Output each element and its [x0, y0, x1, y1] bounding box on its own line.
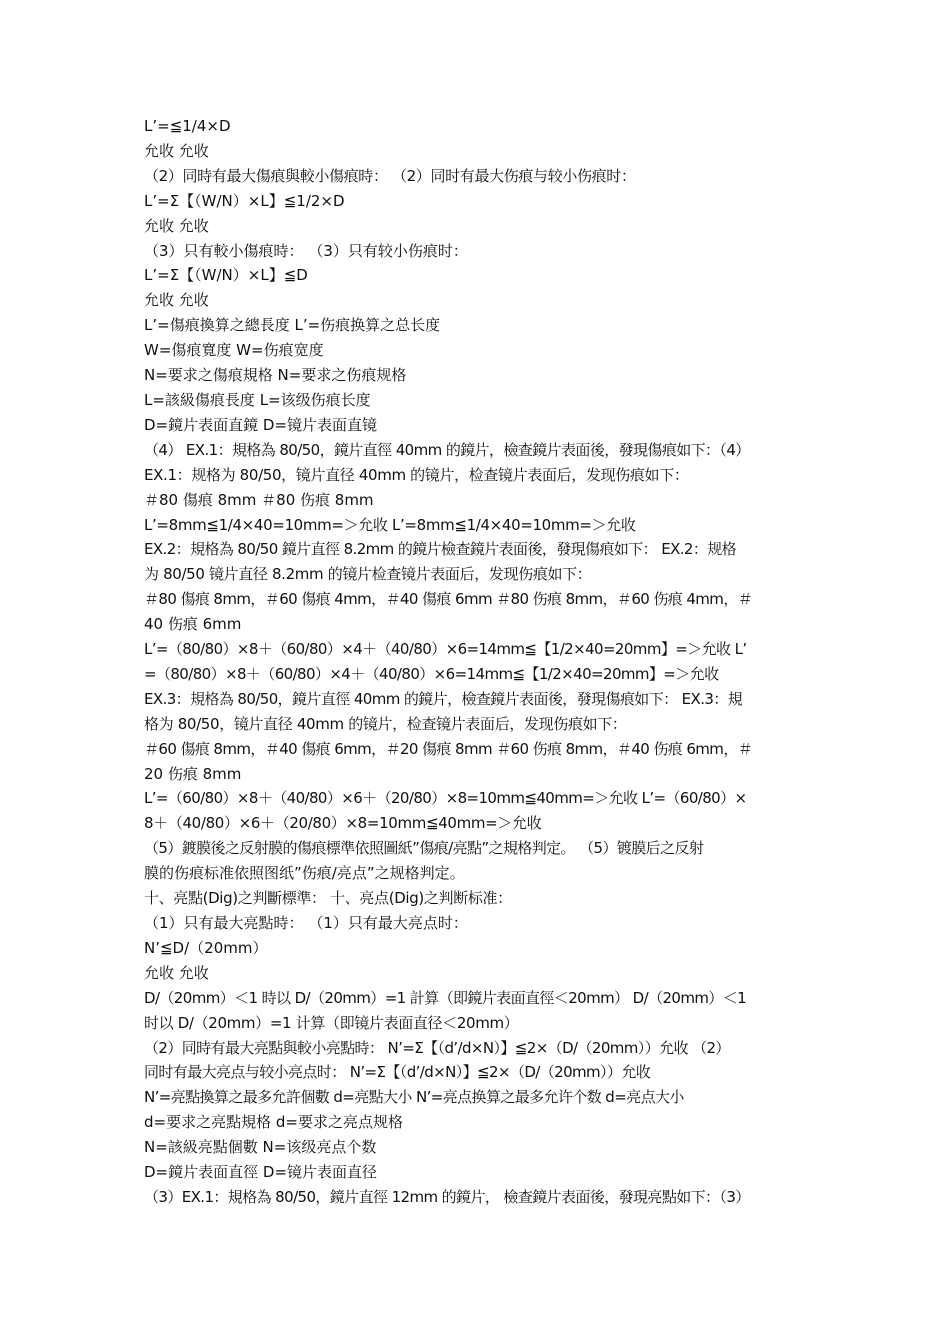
text-line: L’=≦1/4×D [144, 117, 231, 135]
text-line: 时以 D/（20mm）=1 计算（即镜片表面直径＜20mm） [144, 1013, 519, 1032]
text-line: 格为 80/50，镜片直径 40mm 的镜片，检查镜片表面后，发现伤痕如下： [144, 714, 627, 733]
text-line: EX.3：規格為 80/50，鏡片直徑 40mm 的鏡片，檢查鏡片表面後，發現傷痕如下： EX.3：規 [144, 689, 743, 708]
text-line: 允收 允收 [144, 291, 209, 310]
text-line: D=鏡片表面直鏡 D=镜片表面直镜 [144, 415, 378, 434]
text-line: N’=亮點換算之最多允許個數 d=亮點大小 N’=亮点换算之最多允许个数 d=亮点大小 [144, 1088, 684, 1107]
text-line: =（80/80）×8＋（60/80）×4＋（40/80）×6=14mm≦【1/2×40=20mm】=＞允收 [144, 664, 719, 683]
text-line: 8＋（40/80）×6＋（20/80）×8=10mm≦40mm=＞允收 [144, 814, 542, 833]
text-line: N=該級亮點個數 N=该级亮点个数 [144, 1138, 377, 1157]
text-line: 允收 允收 [144, 141, 209, 160]
text-line: ＃80 傷痕 8mm ＃80 伤痕 8mm [144, 490, 374, 509]
text-line: N’≦D/（20mm） [144, 938, 268, 957]
text-line: （3）EX.1：規格為 80/50，鏡片直徑 12mm 的鏡片， 檢查鏡片表面後，發現亮點如下：（3） [144, 1187, 750, 1206]
text-line: L’=傷痕換算之總長度 L’=伤痕换算之总长度 [144, 316, 441, 335]
text-line: N=要求之傷痕規格 N=要求之伤痕规格 [144, 366, 407, 385]
text-line: 允收 允收 [144, 963, 209, 982]
text-line: L’=（80/80）×8＋（60/80）×4＋（40/80）×6=14mm≦【1/2×40=20mm】=＞允收 L’ [144, 640, 747, 659]
text-line: EX.2：規格為 80/50 鏡片直徑 8.2mm 的鏡片檢查鏡片表面後，發現傷痕如下： EX.2：规格 [144, 540, 737, 559]
text-line: 允收 允收 [144, 216, 209, 235]
text-line: L’=Σ【（W/N）×L】≦D [144, 266, 308, 285]
text-line: EX.1：规格为 80/50，镜片直径 40mm 的镜片，检查镜片表面后，发现伤痕如下： [144, 465, 689, 484]
text-line: L=該級傷痕長度 L=该级伤痕长度 [144, 390, 371, 409]
text-line: L’=（60/80）×8＋（40/80）×6＋（20/80）×8=10mm≦40mm=＞允收 L’=（60/80）× [144, 789, 747, 808]
text-line: D=鏡片表面直徑 D=镜片表面直径 [144, 1163, 378, 1182]
text-line: （2）同時有最大傷痕與較小傷痕時： （2）同时有最大伤痕与较小伤痕时： [144, 166, 636, 185]
text-line: 同时有最大亮点与较小亮点时： N’=Σ【（d’/d×N）】≦2×（D/（20mm））允收 [144, 1063, 651, 1082]
text-line: 十、亮點(Dig)之判斷標準： 十、亮点(Dig)之判断标准： [144, 889, 512, 908]
text-line: d=要求之亮點規格 d=要求之亮点规格 [144, 1113, 403, 1132]
text-line: 为 80/50 镜片直径 8.2mm 的镜片检查镜片表面后，发现伤痕如下： [144, 565, 592, 584]
text-line: ＃80 傷痕 8mm，＃60 傷痕 4mm，＃40 傷痕 6mm ＃80 伤痕 8mm，＃60 伤痕 4mm，＃ [144, 590, 753, 609]
text-line: ＃60 傷痕 8mm，＃40 傷痕 6mm，＃20 傷痕 8mm ＃60 伤痕 8mm，＃40 伤痕 6mm，＃ [144, 739, 753, 758]
text-line: 40 伤痕 6mm [144, 615, 242, 634]
text-line: L’=8mm≦1/4×40=10mm=＞允收 L’=8mm≦1/4×40=10mm=＞允收 [144, 515, 636, 534]
text-line: （1）只有最大亮點時： （1）只有最大亮点时： [144, 914, 468, 932]
text-line: W=傷痕寬度 W=伤痕宽度 [144, 341, 324, 360]
text-line: （2）同時有最大亮點與較小亮點時： N’=Σ【（d’/d×N）】≦2×（D/（20mm））允收 （2） [144, 1038, 730, 1057]
text-line: L’=Σ【（W/N）×L】≦1/2×D [144, 191, 345, 210]
text-line: D/（20mm）＜1 時以 D/（20mm）=1 計算（即鏡片表面直徑＜20mm） D/（20mm）＜1 [144, 988, 747, 1007]
text-line: （5）鍍膜後之反射膜的傷痕標準依照圖紙”傷痕/亮點”之規格判定。 （5）镀膜后之反射 [144, 839, 704, 858]
text-line: （3）只有較小傷痕時： （3）只有较小伤痕时： [144, 241, 468, 260]
text-line: 20 伤痕 8mm [144, 764, 242, 783]
text-line: 膜的伤痕标准依照图纸”伤痕/亮点”之规格判定。 [144, 864, 465, 883]
text-line: （4） EX.1：規格為 80/50，鏡片直徑 40mm 的鏡片，檢查鏡片表面後，發現傷痕如下：（4） [144, 440, 750, 459]
